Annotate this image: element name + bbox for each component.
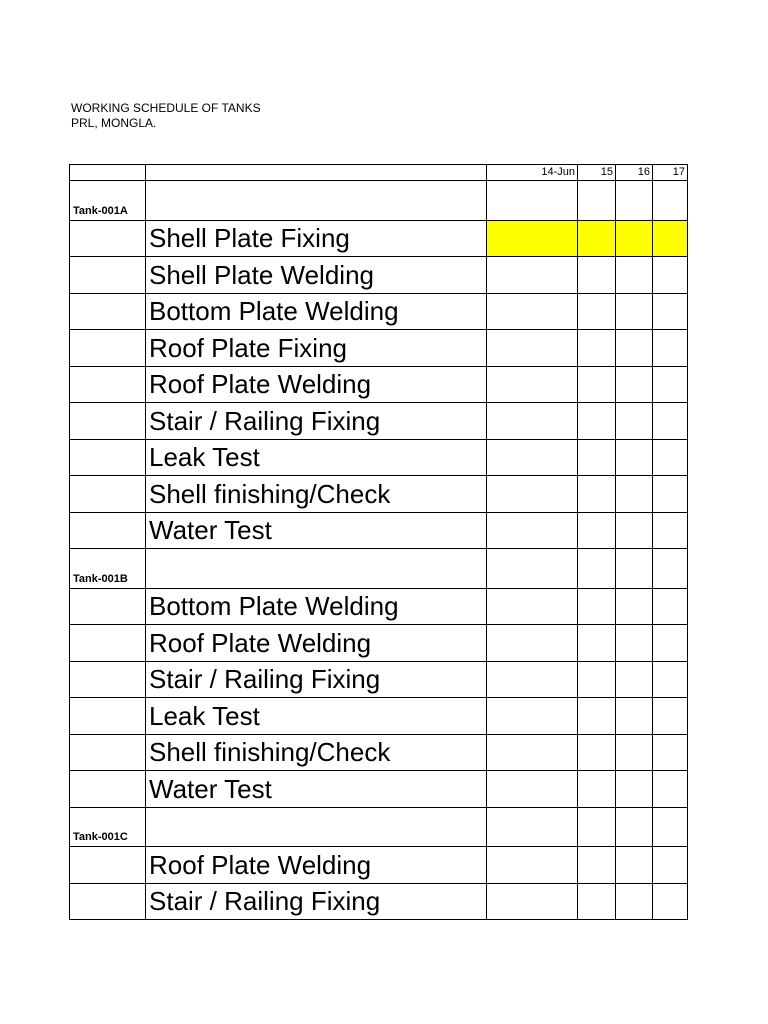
task-row <box>70 257 688 294</box>
schedule-cell <box>653 257 688 294</box>
empty-cell <box>70 625 146 662</box>
empty-cell <box>70 366 146 403</box>
schedule-cell <box>578 366 616 403</box>
schedule-cell <box>578 549 616 589</box>
schedule-cell <box>487 181 578 221</box>
schedule-cell <box>616 661 653 698</box>
task-label: Roof Plate Welding <box>146 366 487 403</box>
task-row <box>70 698 688 735</box>
schedule-cell <box>578 293 616 330</box>
schedule-cell <box>578 220 616 257</box>
date-header: 14-Jun <box>487 165 578 181</box>
schedule-cell <box>578 439 616 476</box>
tank-row <box>70 181 688 221</box>
schedule-cell <box>616 807 653 847</box>
schedule-cell <box>487 293 578 330</box>
schedule-cell <box>653 439 688 476</box>
empty-cell <box>70 220 146 257</box>
schedule-cell <box>578 807 616 847</box>
schedule-cell <box>578 588 616 625</box>
empty-cell <box>146 549 487 589</box>
empty-cell <box>70 588 146 625</box>
schedule-cell <box>616 476 653 513</box>
schedule-table <box>69 164 688 920</box>
date-header: 16 <box>616 165 653 181</box>
schedule-cell <box>487 625 578 662</box>
task-row <box>70 512 688 549</box>
task-label: Bottom Plate Welding <box>146 293 487 330</box>
schedule-cell <box>487 883 578 920</box>
task-row <box>70 220 688 257</box>
schedule-cell <box>578 771 616 808</box>
schedule-cell <box>653 883 688 920</box>
schedule-cell <box>487 807 578 847</box>
tank-label: Tank-001C <box>70 807 146 847</box>
empty-cell <box>70 512 146 549</box>
schedule-cell <box>487 734 578 771</box>
task-row <box>70 847 688 884</box>
schedule-cell <box>653 847 688 884</box>
schedule-cell <box>616 549 653 589</box>
schedule-cell <box>616 366 653 403</box>
schedule-cell <box>487 257 578 294</box>
header-blank-cell <box>70 165 146 181</box>
schedule-cell <box>487 476 578 513</box>
schedule-cell <box>578 181 616 221</box>
schedule-cell <box>616 512 653 549</box>
schedule-cell <box>616 698 653 735</box>
schedule-cell <box>578 512 616 549</box>
schedule-cell <box>487 771 578 808</box>
task-label: Water Test <box>146 771 487 808</box>
schedule-cell <box>653 661 688 698</box>
task-label: Bottom Plate Welding <box>146 588 487 625</box>
task-label: Roof Plate Welding <box>146 847 487 884</box>
empty-cell <box>146 181 487 221</box>
header-blank-cell <box>146 165 487 181</box>
task-row <box>70 366 688 403</box>
schedule-cell <box>653 293 688 330</box>
empty-cell <box>70 476 146 513</box>
schedule-cell <box>653 588 688 625</box>
task-label: Leak Test <box>146 439 487 476</box>
empty-cell <box>70 883 146 920</box>
schedule-cell <box>487 220 578 257</box>
document-subtitle: PRL, MONGLA. <box>71 116 157 130</box>
schedule-cell <box>616 588 653 625</box>
task-label: Leak Test <box>146 698 487 735</box>
task-label: Roof Plate Fixing <box>146 330 487 367</box>
task-row <box>70 439 688 476</box>
task-row <box>70 476 688 513</box>
schedule-cell <box>578 257 616 294</box>
document-title: WORKING SCHEDULE OF TANKS <box>71 101 261 115</box>
schedule-cell <box>578 734 616 771</box>
empty-cell <box>70 661 146 698</box>
schedule-cell <box>487 330 578 367</box>
schedule-cell <box>487 549 578 589</box>
tank-label: Tank-001A <box>70 181 146 221</box>
schedule-cell <box>653 807 688 847</box>
schedule-cell <box>487 439 578 476</box>
task-row <box>70 588 688 625</box>
schedule-cell <box>653 549 688 589</box>
schedule-cell <box>616 293 653 330</box>
task-label: Roof Plate Welding <box>146 625 487 662</box>
schedule-cell <box>578 661 616 698</box>
schedule-cell <box>616 403 653 440</box>
empty-cell <box>70 257 146 294</box>
schedule-cell <box>487 588 578 625</box>
empty-cell <box>70 293 146 330</box>
task-label: Shell finishing/Check <box>146 734 487 771</box>
empty-cell <box>70 330 146 367</box>
schedule-cell <box>616 330 653 367</box>
schedule-cell <box>653 181 688 221</box>
task-row <box>70 734 688 771</box>
date-header: 15 <box>578 165 616 181</box>
task-label: Shell Plate Welding <box>146 257 487 294</box>
empty-cell <box>146 807 487 847</box>
task-row <box>70 883 688 920</box>
empty-cell <box>70 847 146 884</box>
task-label: Stair / Railing Fixing <box>146 883 487 920</box>
empty-cell <box>70 439 146 476</box>
tank-label: Tank-001B <box>70 549 146 589</box>
schedule-cell <box>578 403 616 440</box>
task-label: Shell Plate Fixing <box>146 220 487 257</box>
task-row <box>70 625 688 662</box>
schedule-cell <box>616 625 653 662</box>
schedule-cell <box>578 330 616 367</box>
schedule-cell <box>616 220 653 257</box>
schedule-cell <box>487 366 578 403</box>
schedule-cell <box>578 847 616 884</box>
task-label: Stair / Railing Fixing <box>146 403 487 440</box>
task-label: Stair / Railing Fixing <box>146 661 487 698</box>
task-label: Shell finishing/Check <box>146 476 487 513</box>
schedule-cell <box>653 476 688 513</box>
schedule-cell <box>616 734 653 771</box>
schedule-cell <box>487 512 578 549</box>
empty-cell <box>70 734 146 771</box>
date-header: 17 <box>653 165 688 181</box>
schedule-cell <box>653 330 688 367</box>
schedule-cell <box>578 698 616 735</box>
schedule-cell <box>616 439 653 476</box>
tank-row <box>70 807 688 847</box>
schedule-cell <box>487 661 578 698</box>
schedule-cell <box>653 366 688 403</box>
schedule-cell <box>616 847 653 884</box>
empty-cell <box>70 698 146 735</box>
schedule-cell <box>578 883 616 920</box>
schedule-cell <box>487 403 578 440</box>
task-row <box>70 330 688 367</box>
schedule-cell <box>653 220 688 257</box>
schedule-cell <box>653 734 688 771</box>
schedule-cell <box>487 847 578 884</box>
schedule-cell <box>578 476 616 513</box>
task-row <box>70 771 688 808</box>
schedule-cell <box>653 512 688 549</box>
date-header-row <box>70 165 688 181</box>
schedule-cell <box>653 771 688 808</box>
schedule-cell <box>653 403 688 440</box>
schedule-cell <box>616 181 653 221</box>
schedule-cell <box>616 771 653 808</box>
tank-row <box>70 549 688 589</box>
schedule-cell <box>616 257 653 294</box>
empty-cell <box>70 403 146 440</box>
task-row <box>70 403 688 440</box>
schedule-cell <box>653 698 688 735</box>
task-row <box>70 661 688 698</box>
task-row <box>70 293 688 330</box>
empty-cell <box>70 771 146 808</box>
schedule-cell <box>487 698 578 735</box>
schedule-cell <box>578 625 616 662</box>
schedule-cell <box>616 883 653 920</box>
task-label: Water Test <box>146 512 487 549</box>
schedule-cell <box>653 625 688 662</box>
